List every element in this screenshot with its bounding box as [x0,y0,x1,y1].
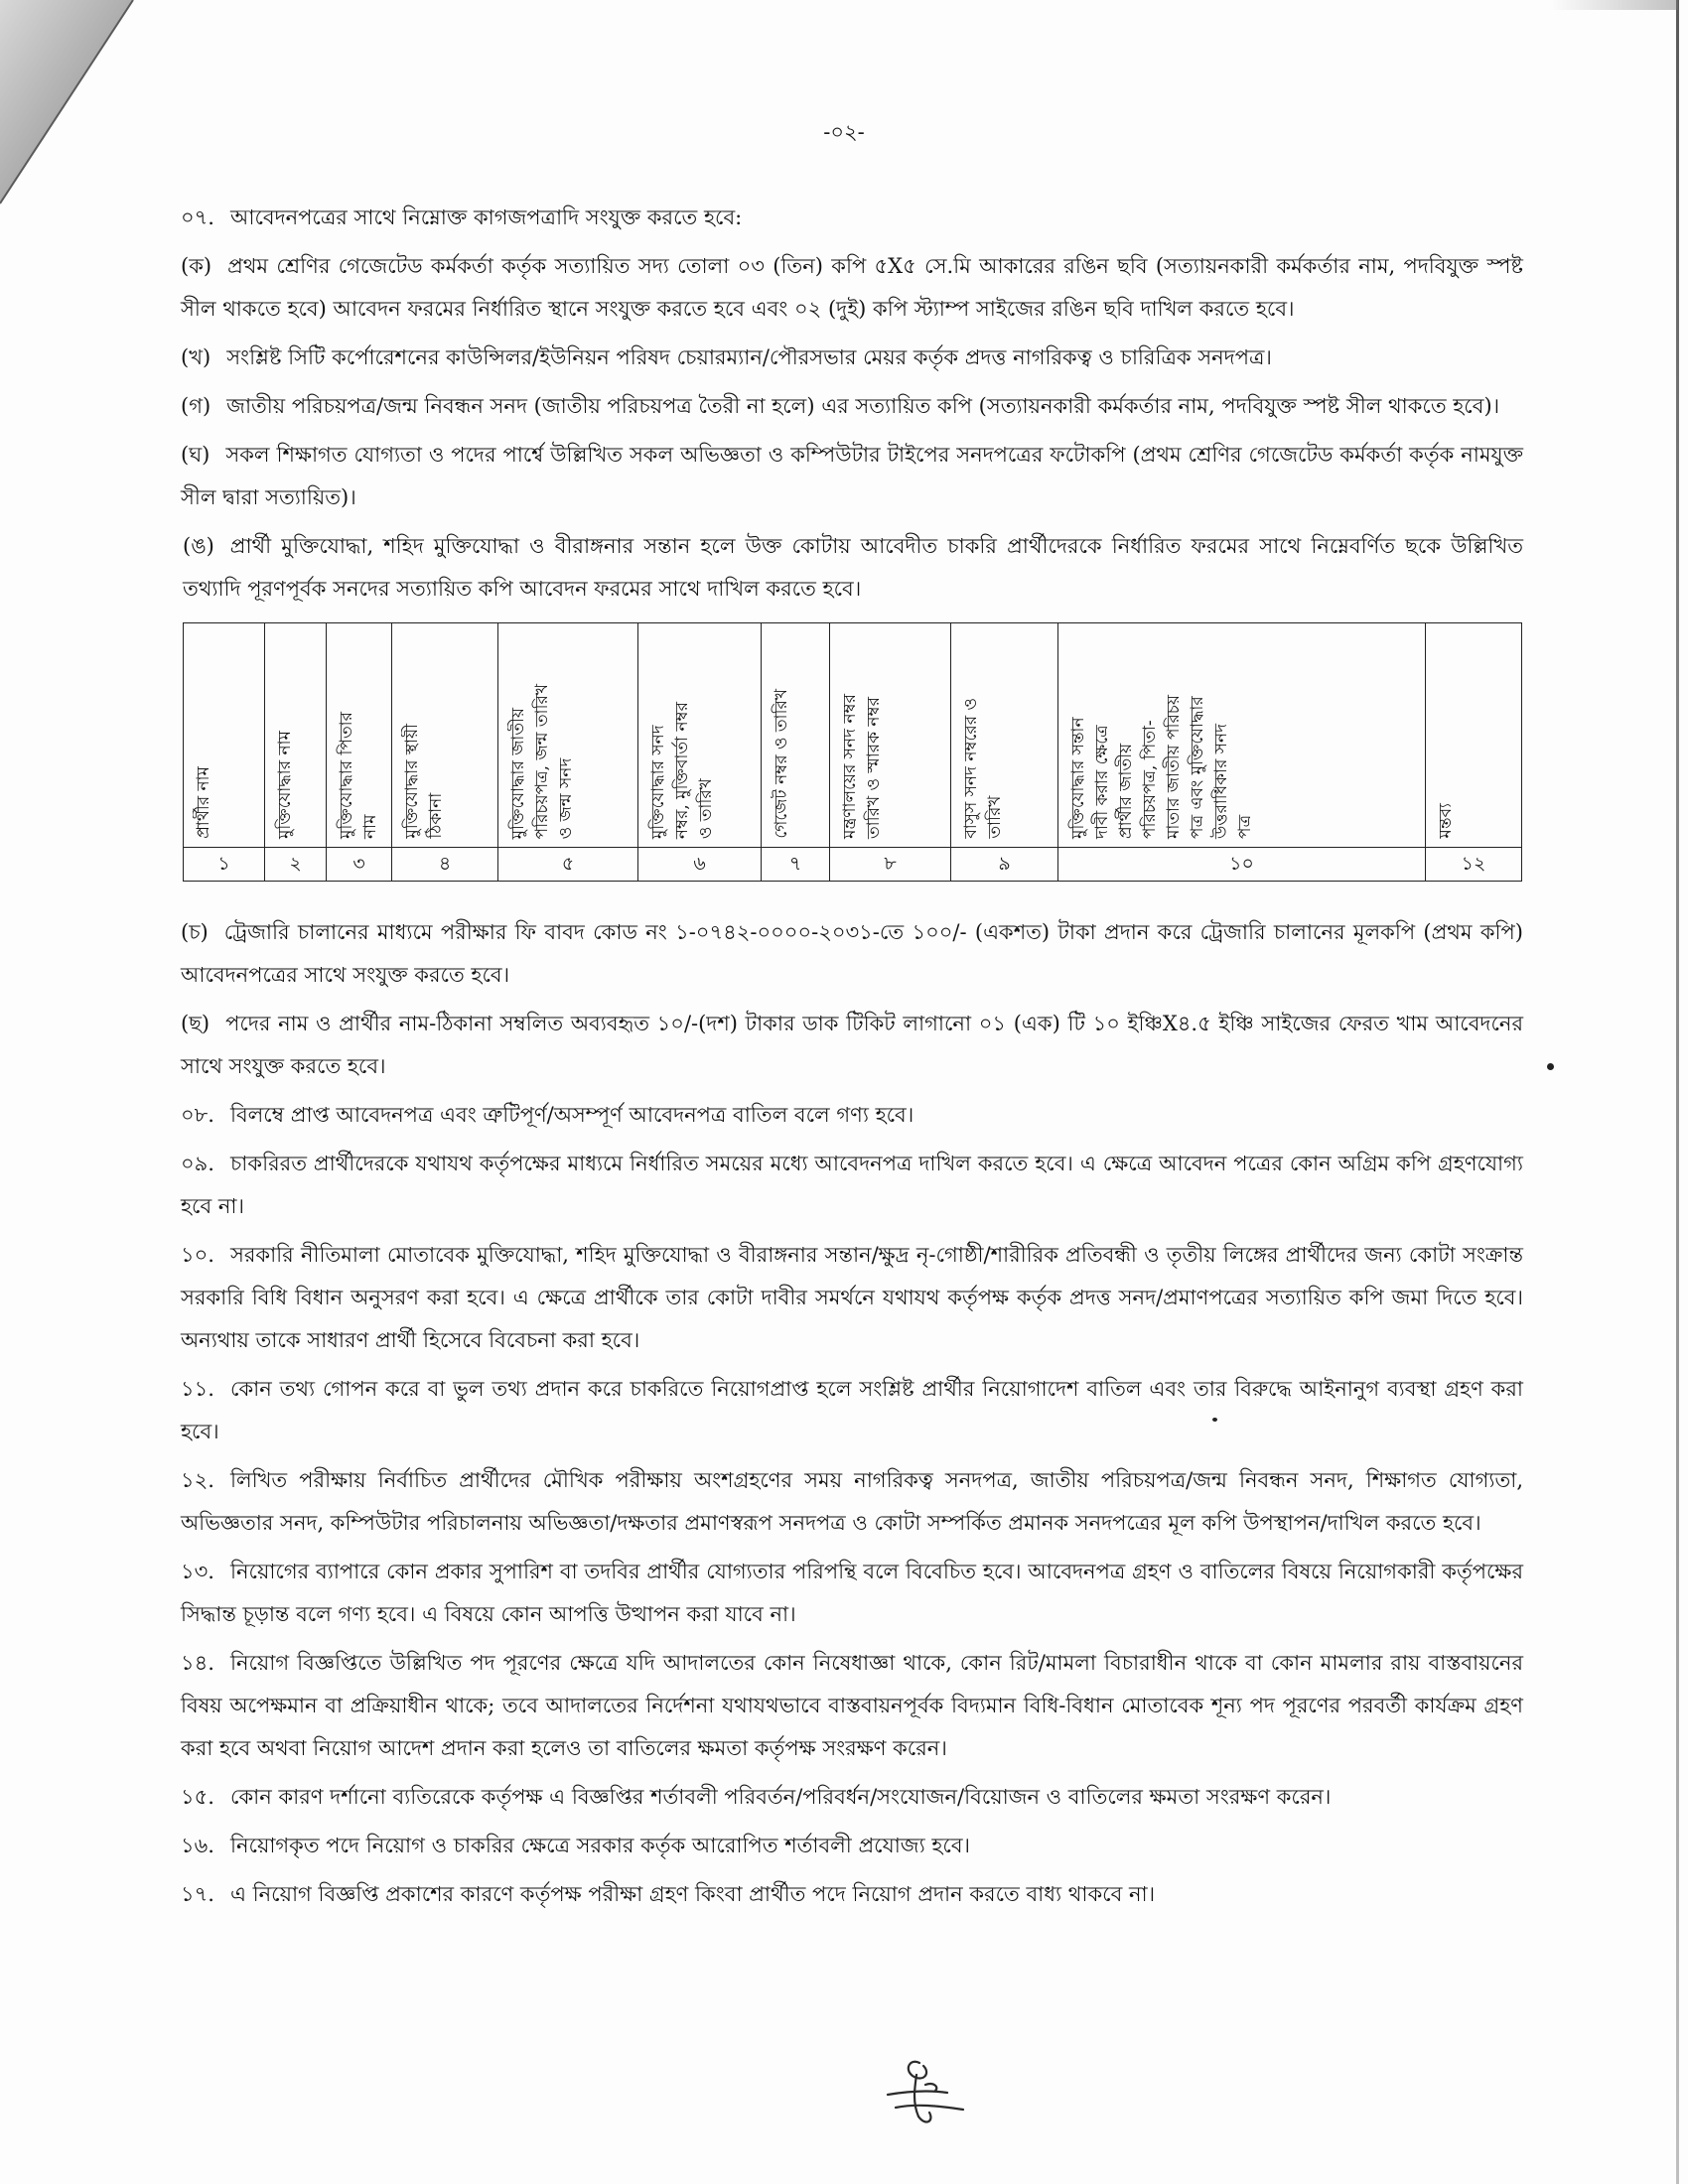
table-header-cell [184,623,265,848]
header-line: ও জন্ম সনদ [556,757,576,839]
header-line: তারিখ [985,795,1005,839]
page-number: -০২- [823,120,865,144]
column-number-cell: ১০ [1058,848,1426,882]
signature-scribble [866,2055,977,2132]
clause-text: নিয়োগ বিজ্ঞপ্তিতে উল্লিখিত পদ পূরণের ক্ষেত্রে যদি আদালতের কোন নিষেধাজ্ঞা থাকে, কোন রিট/মামলা বিচারাধীন থাকে বা কোন মামলার রায় বাস্তবায়নের বিষয় অপেক্ষমান বা প্রক্রিয়াধীন থাকে; তবে আদালতের নির্দেশনা যথাযথভাবে বাস্তবায়নপূর্বক বিদ্যমান বিধি-বিধান মোতাবেক শূন্য পদ পূরণের পরবর্তী কার্যক্রম গ্রহণ করা হবে অথবা নিয়োগ আদেশ প্রদান করা হলেও তা বাতিলের ক্ষমতা কর্তৃপক্ষ সংরক্ষণ করেন। [181,1651,1523,1760]
clause-15 [181,1776,1523,1819]
column-number-cell: ৯ [951,848,1058,882]
clause-13 [181,1551,1523,1636]
rotated-header-label [400,724,448,839]
rotated-header-label [1066,695,1257,839]
header-line: মুক্তিযোদ্ধার নাম [275,730,295,839]
clause-text: বিলম্বে প্রাপ্ত আবেদনপত্র এবং ত্রুটিপূর্ণ/অসম্পূর্ণ আবেদনপত্র বাতিল বলে গণ্য হবে। [229,1103,914,1127]
clause-07 [181,197,1523,239]
table-header-cell [1426,623,1522,848]
header-line: মন্ত্রণালয়ের সনদ নম্বর [840,694,860,839]
clause-text: নিয়োগকৃত পদে নিয়োগ ও চাকরির ক্ষেত্রে সরকার কর্তৃক আরোপিত শর্তাবলী প্রযোজ্য হবে। [229,1834,971,1857]
header-line: মুক্তিযোদ্ধার সন্তান [1068,717,1088,839]
clause-number: ১৪. [181,1651,214,1675]
subitem-label: (ঘ) [181,443,211,467]
header-line: পত্র এবং মুক্তিযোদ্ধার [1188,696,1207,839]
header-line: নম্বর, মুক্তিবার্তা নম্বর [672,701,692,839]
clause-16 [181,1825,1523,1867]
header-line: মুক্তিযোদ্ধার পিতার [337,712,356,839]
clause-number: ০৭. [181,205,214,229]
clause-08 [181,1094,1523,1137]
clause-number: ১২. [181,1468,214,1492]
column-number-cell: ৭ [762,848,830,882]
subitem-umo [181,525,1523,611]
clause-number: ১৭. [181,1882,214,1906]
header-line: ও তারিখ [696,778,716,839]
clause-number: ১৬. [181,1834,214,1857]
clause-number: ০৮. [181,1103,214,1127]
header-line: উত্তরাধিকার সনদ [1211,724,1231,839]
scan-speck [1212,1418,1217,1422]
clause-number: ১৫. [181,1785,214,1809]
clause-12 [181,1459,1523,1545]
header-line: ঠিকানা [426,793,446,839]
subitem-label: (ছ) [181,1012,211,1035]
header-line: নাম [360,814,380,839]
subitem-chha [181,1003,1523,1088]
header-line: প্রার্থীর জাতীয় [1116,743,1136,839]
clause-11 [181,1368,1523,1453]
scan-speck [1547,1063,1554,1070]
subitem-text: প্রার্থী মুক্তিযোদ্ধা, শহিদ মুক্তিযোদ্ধা ও বীরাঙ্গনার সন্তান হলে উক্ত কোটায় আবেদীত চাকরি প্রার্থীদেরকে নির্ধারিত ফরমের সাথে নিম্নেবর্ণিত ছকে উল্লিখিত তথ্যাদি পূরণপূর্বক সনদের সত্যায়িত কপি আবেদন ফরমের সাথে দাখিল করতে হবে। [183,534,1523,601]
subitem-label: (খ) [181,345,211,369]
clause-text: নিয়োগের ব্যাপারে কোন প্রকার সুপারিশ বা তদবির প্রার্থীর যোগ্যতার পরিপন্থি বলে বিবেচিত হবে। আবেদনপত্র গ্রহণ ও বাতিলের বিষয়ে নিয়োগকারী কর্তৃপক্ষের সিদ্ধান্ত চূড়ান্ত বলে গণ্য হবে। এ বিষয়ে কোন আপত্তি উত্থাপন করা যাবে না। [181,1560,1523,1626]
column-number-cell: ৩ [327,848,392,882]
rotated-header-label [335,712,382,839]
table-header-cell [265,623,327,848]
header-line: মুক্তিযোদ্ধার স্থায়ী [402,724,422,839]
clause-10 [181,1234,1523,1362]
rotated-header-label [646,702,718,839]
table-header-cell [327,623,392,848]
subitem-gha [181,434,1523,519]
rotated-header-label [506,684,578,839]
subitem-text: জাতীয় পরিচয়পত্র/জন্ম নিবন্ধন সনদ (জাতীয় পরিচয়পত্র তৈরী না হলে) এর সত্যায়িত কপি (সত্যায়নকারী কর্মকর্তার নাম, পদবিযুক্ত স্পষ্ট সীল থাকতে হবে)। [226,394,1500,418]
subitem-text: পদের নাম ও প্রার্থীর নাম-ঠিকানা সম্বলিত অব্যবহৃত ১০/-(দশ) টাকার ডাক টিকিট লাগানো ০১ (এক) টি ১০ ইঞ্চিX৪.৫ ইঞ্চি সাইজের ফেরত খাম আবেদনের সাথে সংযুক্ত করতে হবে। [181,1012,1523,1078]
subitem-text: সকল শিক্ষাগত যোগ্যতা ও পদের পার্শ্বে উল্লিখিত সকল অভিজ্ঞতা ও কম্পিউটার টাইপের সনদপত্রের ফটোকপি (প্রথম শ্রেণির গেজেটেড কর্মকর্তা কর্তৃক নামযুক্ত সীল দ্বারা সত্যায়িত)। [181,443,1523,509]
rotated-header-label [273,731,297,839]
table-header-cell [951,623,1058,848]
column-number-cell: ৫ [498,848,638,882]
scan-edge-shadow [1676,0,1679,2184]
handwritten-signature [866,2055,977,2132]
clause-text: আবেদনপত্রের সাথে নিম্নোক্ত কাগজপত্রাদি সংযুক্ত করতে হবে: [229,205,743,229]
column-number-cell: ৮ [830,848,951,882]
subitem-text: প্রথম শ্রেণির গেজেটেড কর্মকর্তা কর্তৃক সত্যায়িত সদ্য তোলা ০৩ (তিন) কপি ৫X৫ সে.মি আকারের রঙিন ছবি (সত্যায়নকারী কর্মকর্তার নাম, পদবিযুক্ত স্পষ্ট সীল থাকতে হবে) আবেদন ফরমের নির্ধারিত স্থানে সংযুক্ত করতে হবে এবং ০২ (দুই) কপি স্ট্যাম্প সাইজের রঙিন ছবি দাখিল করতে হবে। [181,254,1523,321]
column-number-cell: ১২ [1426,848,1522,882]
column-number-cell: ৬ [638,848,762,882]
scan-folded-corner [0,0,149,218]
header-line: মন্তব্য [1436,803,1456,839]
table-header-cell [830,623,951,848]
header-line: গেজেট নম্বর ও তারিখ [772,689,791,839]
subitem-label: (ঙ) [183,534,214,558]
subitem-label: (ক) [181,254,212,278]
header-line: মাতার জাতীয় পরিচয় [1164,695,1184,839]
clause-text: সরকারি নীতিমালা মোতাবেক মুক্তিযোদ্ধা, শহিদ মুক্তিযোদ্ধা ও বীরাঙ্গনার সন্তান/ক্ষুদ্র নৃ-গোষ্ঠী/শারীরিক প্রতিবন্ধী ও তৃতীয় লিঙ্গের প্রার্থীদের জন্য কোটা সংক্রান্ত সরকারি বিধি বিধান অনুসরণ করা হবে। এ ক্ষেত্রে প্রার্থীকে তার কোটা দাবীর সমর্থনে যথাযথ কর্তৃপক্ষ কর্তৃক প্রদত্ত সনদ/প্রমাণপত্রের সত্যায়িত কপি জমা দিতে হবে। অন্যথায় তাকে সাধারণ প্রার্থী হিসেবে বিবেচনা করা হবে। [181,1243,1523,1352]
header-line: দাবী করার ক্ষেত্রে [1092,725,1112,839]
clause-text: চাকরিরত প্রার্থীদেরকে যথাযথ কর্তৃপক্ষের মাধ্যমে নির্ধারিত সময়ের মধ্যে আবেদনপত্র দাখিল করতে হবে। এ ক্ষেত্রে আবেদন পত্রের কোন অগ্রিম কপি গ্রহণযোগ্য হবে না। [181,1152,1523,1218]
clause-17 [181,1873,1523,1916]
clause-number: ১১. [181,1377,214,1401]
clause-text: এ নিয়োগ বিজ্ঞপ্তি প্রকাশের কারণে কর্তৃপক্ষ পরীক্ষা গ্রহণ কিংবা প্রার্থীত পদে নিয়োগ প্রদান করতে বাধ্য থাকবে না। [229,1882,1156,1906]
scan-top-shadow [1549,0,1678,10]
clause-14 [181,1642,1523,1770]
subitem-text: ট্রেজারি চালানের মাধ্যমে পরীক্ষার ফি বাবদ কোড নং ১-০৭৪২-০০০০-২০৩১-তে ১০০/- (একশত) টাকা প্রদান করে ট্রেজারি চালানের মূলকপি (প্রথম কপি) আবেদনপত্রের সাথে সংযুক্ত করতে হবে। [181,920,1523,987]
header-line: পরিচয়পত্র, জন্ম তারিখ [532,683,552,839]
header-line: প্রার্থীর নাম [194,766,213,839]
subitem-cha [181,911,1523,997]
clause-text: কোন কারণ দর্শানো ব্যতিরেকে কর্তৃপক্ষ এ বিজ্ঞপ্তির শর্তাবলী পরিবর্তন/পরিবর্ধন/সংযোজন/বিয়োজন ও বাতিলের ক্ষমতা সংরক্ষণ করেন। [229,1785,1332,1809]
table-header-cell [498,623,638,848]
rotated-header-label [959,698,1007,839]
rotated-header-label [1434,803,1458,839]
subitem-text: সংশ্লিষ্ট সিটি কর্পোরেশনের কাউন্সিলর/ইউনিয়ন পরিষদ চেয়ারম্যান/পৌরসভার মেয়র কর্তৃক প্রদত্ত নাগরিকত্ব ও চারিত্রিক সনদপত্র। [226,345,1272,369]
subitem-kha [181,337,1523,379]
clause-text: কোন তথ্য গোপন করে বা ভুল তথ্য প্রদান করে চাকরিতে নিয়োগপ্রাপ্ত হলে সংশ্লিষ্ট প্রার্থীর নিয়োগাদেশ বাতিল এবং তার বিরুদ্ধে আইনানুগ ব্যবস্থা গ্রহণ করা হবে। [181,1377,1523,1443]
rotated-header-label [192,766,215,839]
subitem-label: (চ) [181,920,209,944]
clause-number: ১৩. [181,1560,214,1583]
clause-text: লিখিত পরীক্ষায় নির্বাচিত প্রার্থীদের মৌখিক পরীক্ষায় অংশগ্রহণের সময় নাগরিকত্ব সনদপত্র, জাতীয় পরিচয়পত্র/জন্ম নিবন্ধন সনদ, শিক্ষাগত যোগ্যতা, অভিজ্ঞতার সনদ, কম্পিউটার পরিচালনায় অভিজ্ঞতা/দক্ষতার প্রমাণস্বরূপ সনদপত্র ও কোটা সম্পর্কিত প্রমানক সনদপত্রের মূল কপি উপস্থাপন/দাখিল করতে হবে। [181,1468,1523,1535]
rotated-header-label [838,694,886,839]
subitem-ka [181,245,1523,331]
table-header-row [184,623,1522,848]
clause-number: ০৯. [181,1152,214,1175]
table-number-row [184,848,1522,882]
header-line: মুক্তিযোদ্ধার জাতীয় [508,707,528,839]
column-number-cell: ৪ [392,848,498,882]
subitem-ga [181,385,1523,428]
header-line: বাসুস সনদ নম্বরের ও [961,698,981,839]
header-line: মুক্তিযোদ্ধার সনদ [648,725,668,839]
header-line: পত্র [1235,814,1255,839]
document-body [181,197,1523,1922]
header-line: পরিচয়পত্র, পিতা- [1140,720,1160,839]
table-header-cell [762,623,830,848]
table-header-cell [638,623,762,848]
folded-corner-shape [0,0,149,218]
rotated-header-label [770,689,793,839]
column-number-cell: ১ [184,848,265,882]
freedom-fighter-quota-table [183,622,1522,882]
clause-09 [181,1143,1523,1228]
table-header-cell [392,623,498,848]
clause-number: ১০. [181,1243,214,1267]
subitem-label: (গ) [181,394,211,418]
header-line: তারিখ ও স্মারক নম্বর [864,697,884,839]
table-header-cell [1058,623,1426,848]
column-number-cell: ২ [265,848,327,882]
